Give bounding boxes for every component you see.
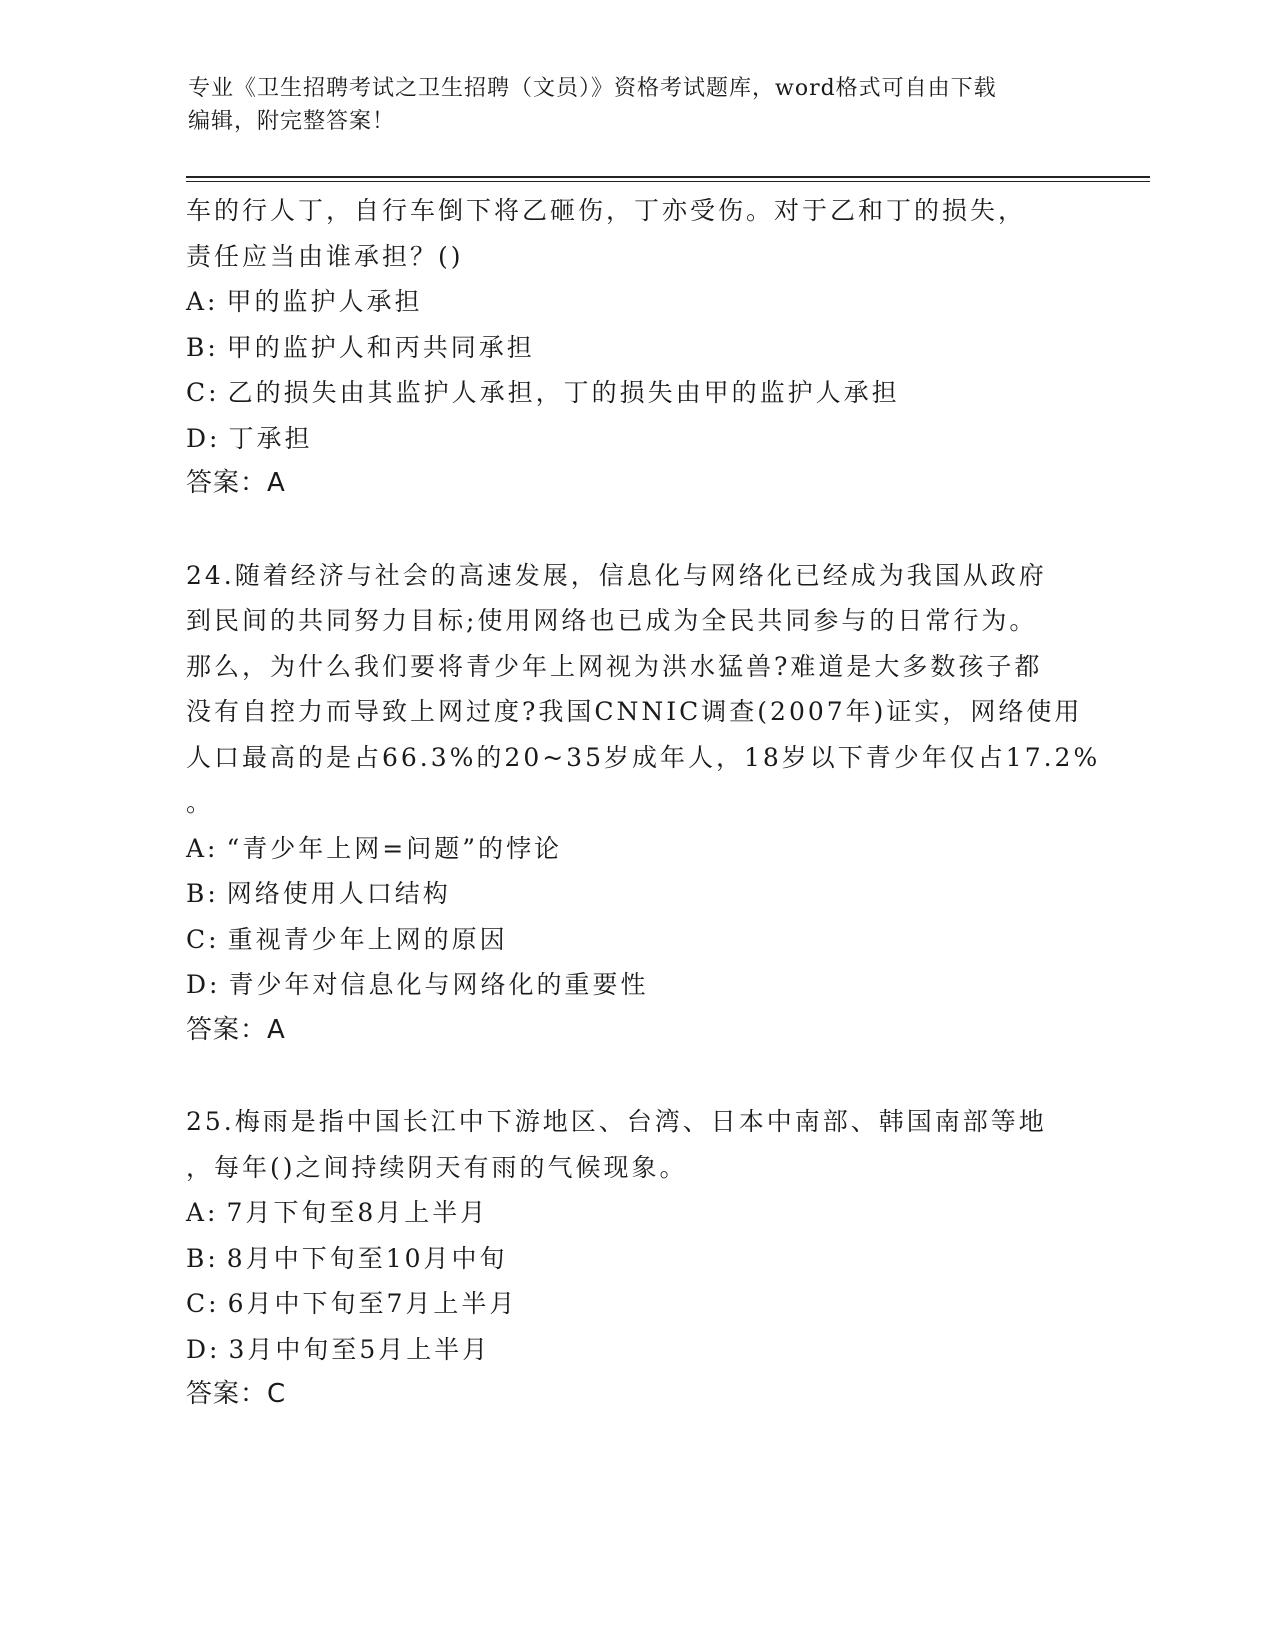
option-key: B:: [186, 879, 219, 908]
option-key: C:: [186, 378, 220, 407]
option-d: [186, 1327, 1086, 1373]
option-d: [186, 962, 1086, 1008]
document-header: [188, 72, 1088, 138]
option-b: [186, 325, 1086, 371]
option-c: [186, 917, 1086, 963]
question-stem-line: ，每年()之间持续阴天有雨的气候现象。: [186, 1152, 688, 1182]
option-text: “青少年上网=问题”的悖论: [226, 833, 562, 863]
option-text: 8月中下旬至10月中旬: [226, 1243, 508, 1273]
option-key: A:: [186, 287, 219, 316]
option-a: [186, 279, 1086, 325]
option-key: B:: [186, 1243, 219, 1273]
option-text: 丁承担: [228, 423, 313, 453]
option-key: C:: [186, 924, 220, 954]
question-stem-line: 人口最高的是占66.3%的20~35岁成年人，18岁以下青少年仅占17.2%: [186, 742, 1101, 772]
option-text: 6月中下旬至7月上半月: [227, 1289, 518, 1318]
option-text: 3月中旬至5月上半月: [228, 1334, 491, 1364]
option-key: D:: [186, 423, 221, 453]
option-a: [186, 826, 1086, 872]
question-23: [186, 188, 1086, 507]
spacer: [186, 507, 1086, 553]
question-stem-line: 。: [186, 788, 215, 817]
option-key: C:: [186, 1289, 220, 1318]
question-24: [186, 553, 1101, 1054]
option-c: [186, 370, 1086, 416]
option-text: 甲的监护人和丙共同承担: [226, 332, 535, 362]
answer-line: 答案：A: [186, 468, 286, 498]
question-stem-line: 没有自控力而导致上网过度?我国CNNIC调查(2007年)证实，网络使用: [186, 697, 1083, 726]
question-stem-line: 到民间的共同努力目标;使用网络也已成为全民共同参与的日常行为。: [186, 606, 1038, 635]
question-stem-line: 那么，为什么我们要将青少年上网视为洪水猛兽?难道是大多数孩子都: [186, 651, 1043, 681]
spacer: [186, 1053, 1086, 1099]
option-key: A:: [186, 1198, 219, 1227]
option-text: 网络使用人口结构: [226, 879, 451, 908]
header-line-2: 编辑，附完整答案！: [188, 109, 396, 134]
option-a: [186, 1190, 1086, 1236]
answer-line: 答案：A: [186, 1014, 286, 1045]
option-text: 青少年对信息化与网络化的重要性: [228, 970, 649, 999]
question-25: [186, 1099, 1086, 1418]
option-key: B:: [186, 332, 219, 362]
question-stem-line: 24.随着经济与社会的高速发展，信息化与网络化已经成为我国从政府: [186, 560, 1047, 590]
option-text: 7月下旬至8月上半月: [226, 1198, 489, 1227]
option-key: D:: [186, 1334, 221, 1364]
header-rule-thick: [186, 176, 1150, 178]
option-b: [186, 871, 1086, 917]
header-line-1: 专业《卫生招聘考试之卫生招聘（文员）》资格考试题库，word格式可自由下载: [188, 76, 997, 101]
question-stem-line: 责任应当由谁承担？(): [186, 241, 464, 271]
option-text: 重视青少年上网的原因: [227, 924, 508, 954]
option-key: D:: [186, 970, 221, 999]
answer-line: 答案：C: [186, 1379, 287, 1409]
option-b: [186, 1236, 1086, 1282]
option-text: 乙的损失由其监护人承担，丁的损失由甲的监护人承担: [227, 378, 900, 407]
option-d: [186, 416, 1086, 462]
header-rule-thin: [186, 181, 1150, 182]
option-text: 甲的监护人承担: [226, 287, 423, 316]
question-content: [186, 188, 1101, 1418]
option-c: [186, 1281, 1086, 1327]
option-key: A:: [186, 833, 219, 863]
question-stem-line: 25.梅雨是指中国长江中下游地区、台湾、日本中南部、韩国南部等地: [186, 1107, 1047, 1136]
question-stem-line: 车的行人丁，自行车倒下将乙砸伤，丁亦受伤。对于乙和丁的损失，: [186, 196, 1027, 225]
